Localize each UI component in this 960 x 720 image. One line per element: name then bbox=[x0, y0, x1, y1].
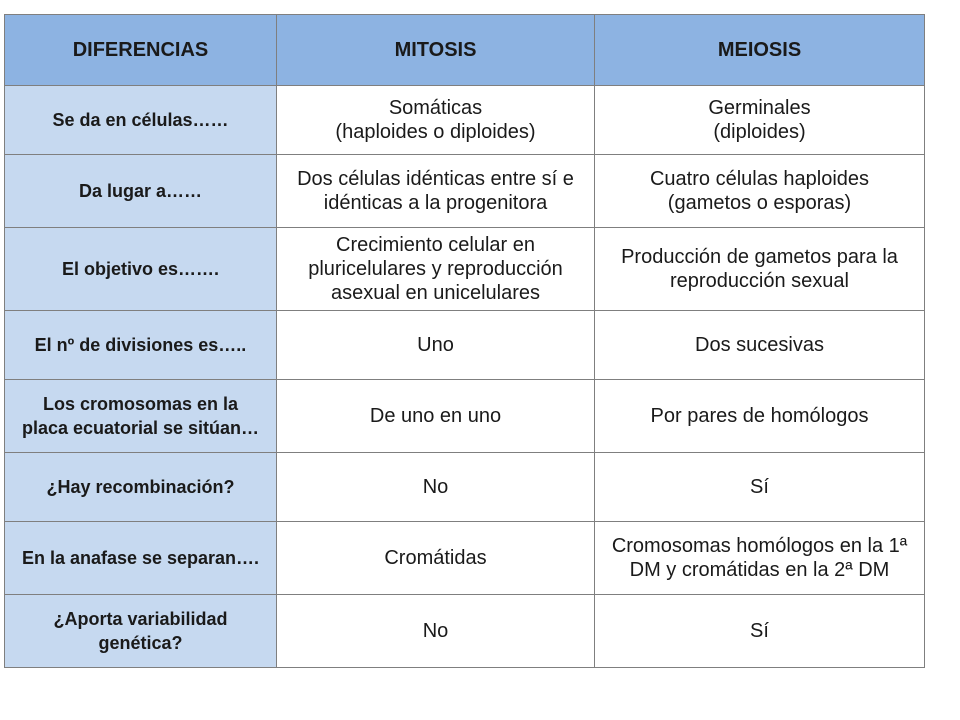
header-diferencias: DIFERENCIAS bbox=[5, 15, 277, 86]
row-label-placa-ecuatorial: Los cromosomas en la placa ecuatorial se sitúan… bbox=[5, 380, 277, 453]
row-label-objetivo: El objetivo es……. bbox=[5, 228, 277, 311]
mitosis-cell: No bbox=[277, 453, 595, 522]
mitosis-meiosis-comparison-table bbox=[4, 14, 925, 668]
row-label-recombinacion: ¿Hay recombinación? bbox=[5, 453, 277, 522]
table-header-row bbox=[5, 15, 925, 86]
header-meiosis: MEIOSIS bbox=[595, 15, 925, 86]
mitosis-cell: De uno en uno bbox=[277, 380, 595, 453]
meiosis-cell: Sí bbox=[595, 595, 925, 668]
table-row bbox=[5, 311, 925, 380]
table-row bbox=[5, 453, 925, 522]
mitosis-cell: Uno bbox=[277, 311, 595, 380]
meiosis-cell: Cromosomas homólogos en la 1ª DM y cromátidas en la 2ª DM bbox=[595, 522, 925, 595]
row-label-anafase: En la anafase se separan…. bbox=[5, 522, 277, 595]
mitosis-cell: Dos células idénticas entre sí e idénticas a la progenitora bbox=[277, 155, 595, 228]
meiosis-cell: Producción de gametos para la reproducción sexual bbox=[595, 228, 925, 311]
table-row bbox=[5, 595, 925, 668]
meiosis-cell: Por pares de homólogos bbox=[595, 380, 925, 453]
row-label-da-lugar: Da lugar a…… bbox=[5, 155, 277, 228]
row-label-celulas: Se da en células…… bbox=[5, 86, 277, 155]
row-label-variabilidad: ¿Aporta variabilidad genética? bbox=[5, 595, 277, 668]
table-row bbox=[5, 86, 925, 155]
meiosis-cell: Sí bbox=[595, 453, 925, 522]
mitosis-cell: Cromátidas bbox=[277, 522, 595, 595]
row-label-divisiones: El nº de divisiones es….. bbox=[5, 311, 277, 380]
mitosis-cell: Crecimiento celular en pluricelulares y reproducción asexual en unicelulares bbox=[277, 228, 595, 311]
meiosis-cell: Cuatro células haploides (gametos o esporas) bbox=[595, 155, 925, 228]
table-row bbox=[5, 228, 925, 311]
mitosis-cell: Somáticas (haploides o diploides) bbox=[277, 86, 595, 155]
meiosis-cell: Dos sucesivas bbox=[595, 311, 925, 380]
table-row bbox=[5, 380, 925, 453]
table-row bbox=[5, 522, 925, 595]
header-mitosis: MITOSIS bbox=[277, 15, 595, 86]
table-row bbox=[5, 155, 925, 228]
meiosis-cell: Germinales (diploides) bbox=[595, 86, 925, 155]
mitosis-cell: No bbox=[277, 595, 595, 668]
